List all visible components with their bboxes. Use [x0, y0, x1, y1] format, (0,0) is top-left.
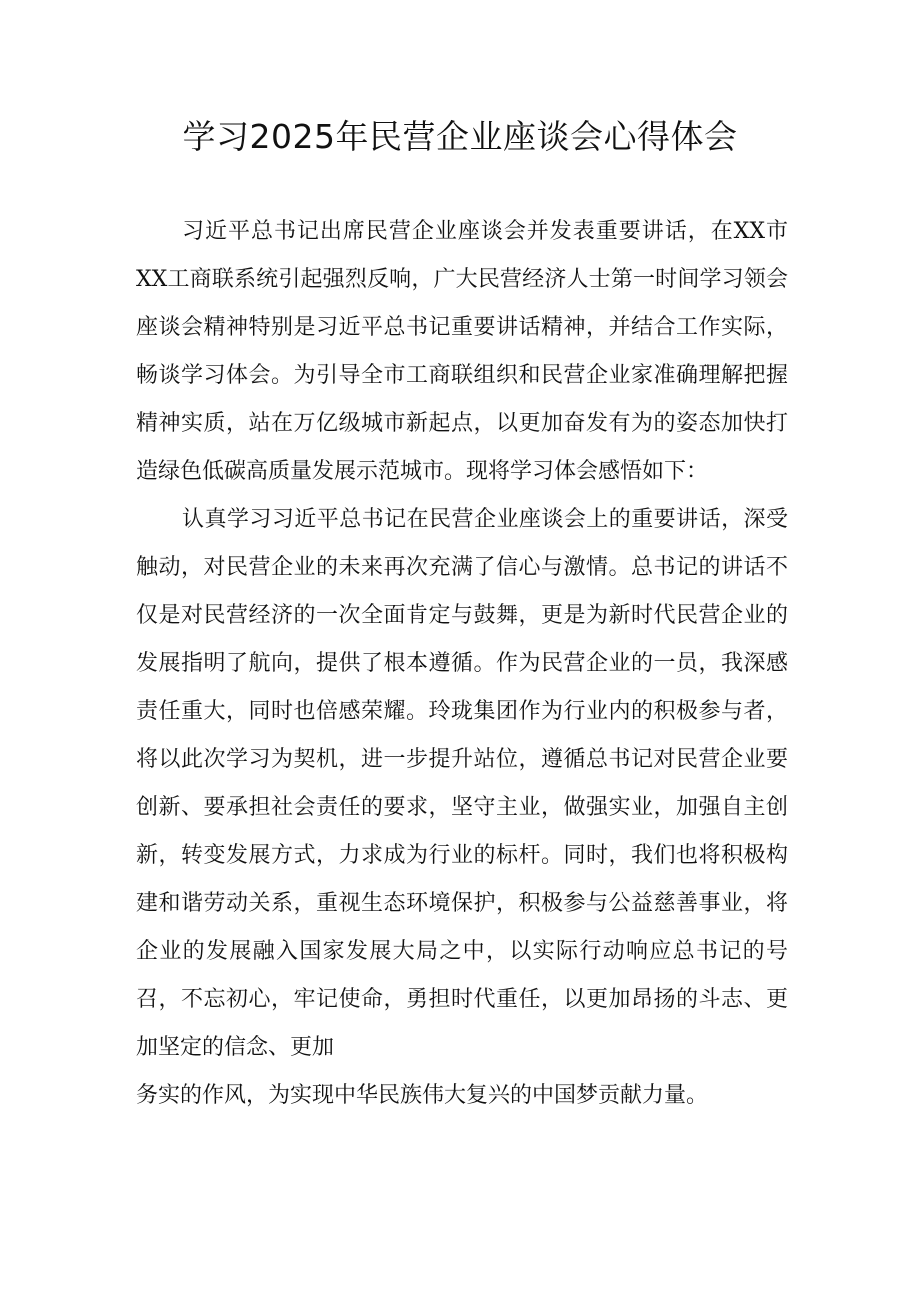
document-body — [136, 208, 788, 1120]
paragraph-1: 习近平总书记出席民营企业座谈会并发表重要讲话，在XX市XX工商联系统引起强烈反响，广大民营经济人士第一时间学习领会座谈会精神特别是习近平总书记重要讲话精神，并结合工作实际，畅谈学习体会。为引导全市工商联组织和民营企业家准确理解把握精神实质，站在万亿级城市新起点，以更加奋发有为的姿态加快打造绿色低碳高质量发展示范城市。现将学习体会感悟如下： — [136, 219, 788, 484]
closing-line: 务实的作风，为实现中华民族伟大复兴的中国梦贡献力量。 — [136, 1083, 709, 1108]
document-title: 学习2025年民营企业座谈会心得体会 — [182, 117, 738, 156]
paragraph-2: 认真学习习近平总书记在民营企业座谈会上的重要讲话，深受触动，对民营企业的未来再次充满了信心与激情。总书记的讲话不仅是对民营经济的一次全面肯定与鼓舞，更是为新时代民营企业的发展指明了航向，提供了根本遵循。作为民营企业的一员，我深感责任重大，同时也倍感荣耀。玲珑集团作为行业内的积极参与者，将以此次学习为契机，进一步提升站位，遵循总书记对民营企业要创新、要承担社会责任的要求，坚守主业，做强实业，加强自主创新，转变发展方式，力求成为行业的标杆。同时，我们也将积极构建和谐劳动关系，重视生态环境保护，积极参与公益慈善事业，将企业的发展融入国家发展大局之中，以实际行动响应总书记的号召，不忘初心，牢记使命，勇担时代重任，以更加昂扬的斗志、更加坚定的信念、更加 — [136, 507, 788, 1060]
